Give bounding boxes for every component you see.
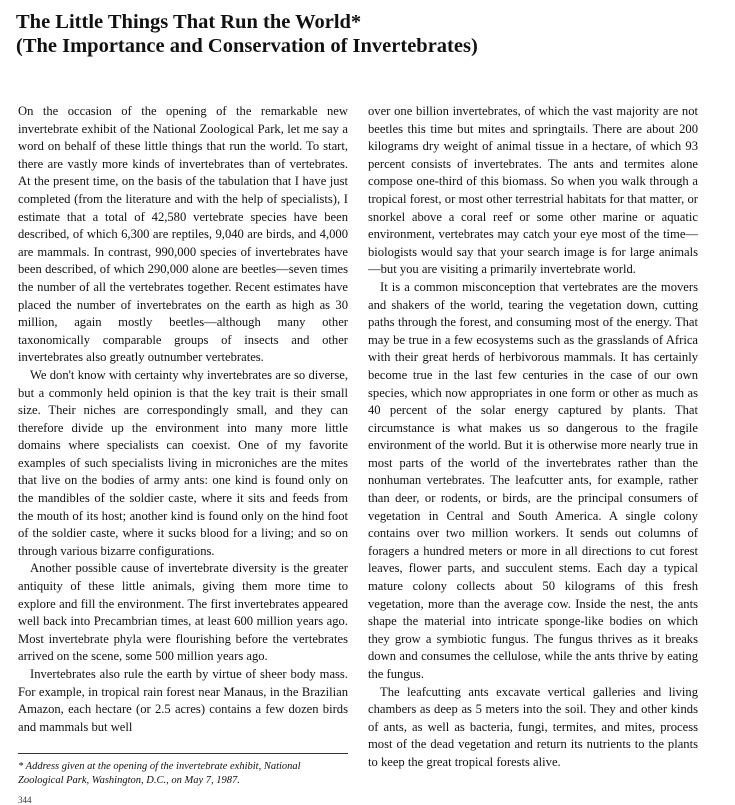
title-line-1: The Little Things That Run the World* — [16, 11, 362, 33]
paragraph: On the occasion of the opening of the remarkable new invertebrate exhibit of the National Zoological Park, let me say a word on behalf of these little things that run the world. To start, there are vastly more kinds of invertebrates than of vertebrates. At the present time, on the basis of the tabulation that I have just completed (from the literature and with the help of specialists), I estimate that a total of 42,580 vertebrate species have been described, of which 6,300 are reptiles, 9,040 are birds, and 4,000 are mammals. In contrast, 990,000 species of invertebrates have been described, of which 290,000 alone are beetles—seven times the number of all the vertebrates together. Recent estimates have placed the number of invertebrates on the earth as high as 30 million, again mostly beetles—although many other taxonomically comparable groups of insects and other invertebrates also greatly outnumber vertebrates. — [18, 104, 348, 365]
paragraph: over one billion invertebrates, of which the vast majority are not beetles this time but mites and springtails. There are about 200 kilograms dry weight of animal tissue in a hectare, of which 93 percent consists of invertebrates. The ants and termites alone compose one-third of this biomass. So when you walk through a tropical forest, or most other terrestrial habitats for that matter, or snorkel above a coral reef or some other marine or aquatic environment, vertebrates may catch your eye most of the time—biologists would say that your search image is for large animals—but you are visiting a primarily invertebrate world. — [368, 104, 698, 277]
paragraph: We don't know with certainty why invertebrates are so diverse, but a commonly held opinion is that the key trait is their small size. Their niches are correspondingly small, and they can therefore divide up the environment into many more little domains where specialists can coexist. One of my favorite examples of such specialists living in microniches are the mites that live on the bodies of army ants: one kind is found only on the mandibles of the soldier caste, where it sits and feeds from the mouth of its host; another kind is found only on the hind foot of the soldier caste, where it sucks blood for a living; and so on through various bizarre configurations. — [18, 367, 348, 558]
article-title — [16, 10, 716, 58]
paragraph: The leafcutting ants excavate vertical galleries and living chambers as deep as 5 meters into the soil. They and other kinds of ants, as well as bacteria, fungi, termites, and mites, process most of the dead vegetation and return its nutrients to the plants to keep the great tropical forests alive. — [368, 684, 698, 769]
paragraph: Invertebrates also rule the earth by virtue of sheer body mass. For example, in tropical rain forest near Manaus, in the Brazilian Amazon, each hectare (or 2.5 acres) contains a few dozen birds and mammals but well — [18, 667, 348, 734]
page-number: 344 — [18, 795, 32, 805]
footnote: * Address given at the opening of the invertebrate exhibit, National Zoological Park, Washington, D.C., on May 7, 1987. — [18, 761, 301, 786]
right-column — [368, 103, 698, 772]
footnote-divider — [18, 753, 348, 754]
title-line-2: (The Importance and Conservation of Invertebrates) — [16, 35, 478, 57]
paragraph: Another possible cause of invertebrate diversity is the greater antiquity of these little animals, giving them more time to explore and fill the environment. The first invertebrates appeared well back into Precambrian times, at least 600 million years ago. Most invertebrate phyla were flourishing before the vertebrates arrived on the scene, some 500 million years ago. — [18, 561, 348, 664]
left-column — [18, 103, 348, 736]
paragraph: It is a common misconception that vertebrates are the movers and shakers of the world, tearing the vegetation down, cutting paths through the forest, and consuming most of the energy. That may be true in a few ecosystems such as the grasslands of Africa with their great herds of herbivorous mammals. It has certainly become true in the last few centuries in the case of our own species, which now appropriates in one form or other as much as 40 percent of the solar energy captured by plants. That circumstance is what makes us so dangerous to the fragile environment of the world. But it is otherwise more nearly true in most parts of the world of the invertebrates rather than the nonhuman vertebrates. The leafcutter ants, for example, rather than deer, or rodents, or birds, are the principal consumers of vegetation in Central and South America. A single colony contains over two million workers. It sends out columns of foragers a hundred meters or more in all directions to cut forest leaves, flower parts, and succulent stems. Each day a typical mature colony collects about 50 kilograms of this fresh vegetation, more than the average cow. Inside the nest, the ants shape the material into intricate sponge-like bodies on which they grow a symbiotic fungus. The fungus thrives as it breaks down and consumes the cellulose, while the ants thrive by eating the fungus. — [368, 279, 698, 681]
